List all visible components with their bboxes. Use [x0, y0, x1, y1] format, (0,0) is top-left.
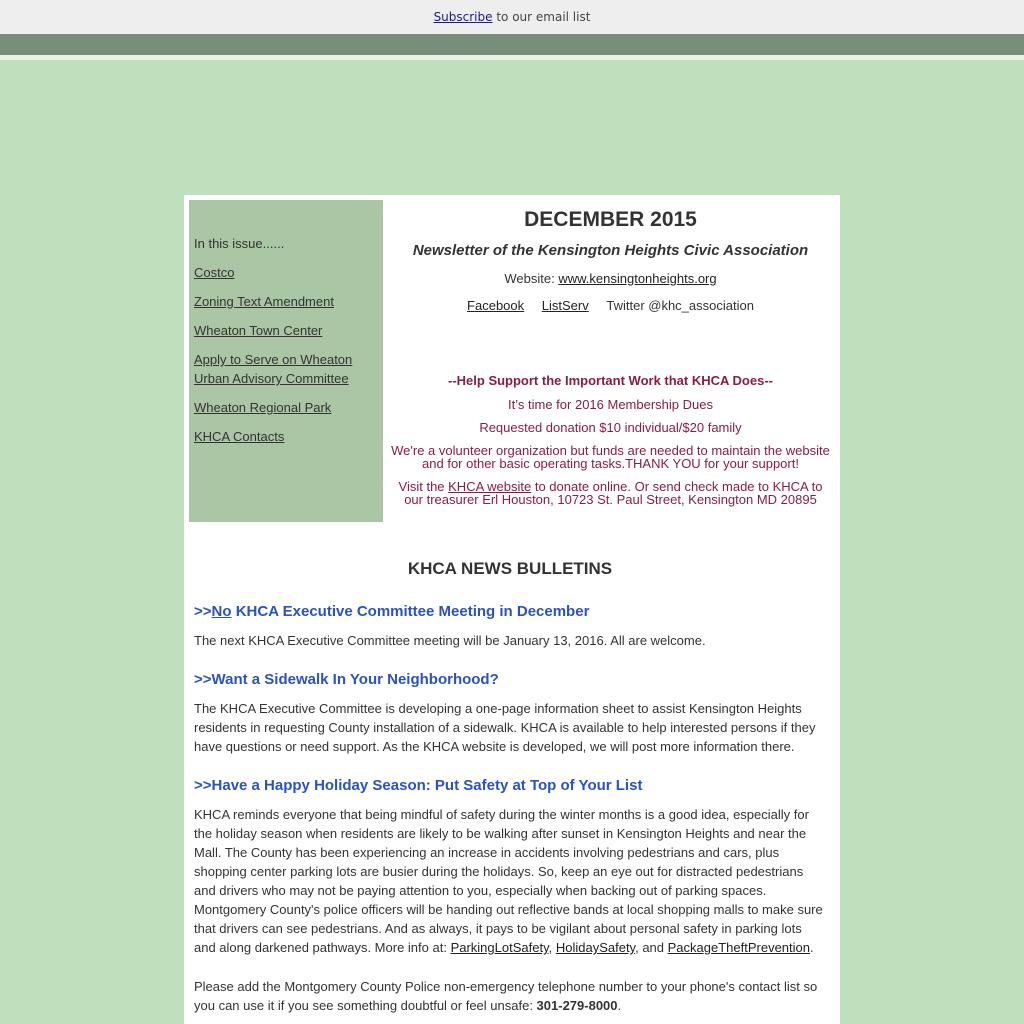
sidebar-link-costco[interactable]: Costco — [194, 265, 235, 280]
sidebar-link-zoning[interactable]: Zoning Text Amendment — [194, 294, 334, 309]
support-visit-prefix: Visit the — [398, 479, 449, 494]
sidebar-intro: In this issue...... — [194, 236, 285, 251]
package-theft-link[interactable]: PackageTheftPrevention — [667, 940, 810, 955]
support-donation-line: Requested donation $10 individual/$20 family — [479, 420, 742, 435]
bulletin-body-police — [194, 977, 826, 1015]
bulletin-no-link[interactable]: No — [211, 603, 232, 620]
support-visit-line — [388, 480, 833, 506]
news-title: KHCA NEWS BULLETINS — [407, 559, 613, 578]
support-dues-line: It’s time for 2016 Membership Dues — [508, 397, 713, 412]
bulletin-heading-text: KHCA Executive Committee Meeting in December — [231, 603, 590, 620]
holiday-text: KHCA reminds everyone that being mindful of safety during the winter months is a good idea, especially for the holiday season when residents are likely to be walking after sunset in Kensington Heights and near the Mall. The County has been experiencing an increase in accidents involving pedestrians and cars, plus shopping center parking lots are busier during the holidays. So, keep an eye out for distracted pedestrians and drivers who may not be paying attention to you, especially when backing out of parking spaces. Montgomery County's police officers will be handing out reflective bands at local shopping malls to make sure that drivers can see pedestrians. And as always, it pays to be vigilant about personal safety in parking lots and along darkened pathways. More info at: — [194, 807, 823, 955]
newsletter-card — [184, 195, 840, 1024]
header-divider — [0, 55, 1024, 60]
issue-sidebar — [189, 200, 383, 522]
issue-title: DECEMBER 2015 — [524, 208, 697, 231]
website-line — [388, 271, 833, 286]
header-band — [0, 34, 1024, 55]
bulletin-heading-meeting — [194, 602, 826, 621]
bulletin-prefix: >> — [194, 603, 212, 620]
sidebar-link-regional-park[interactable]: Wheaton Regional Park — [194, 400, 332, 415]
sidebar-link-advisory-committee[interactable]: Apply to Serve on Wheaton Urban Advisory Committee — [194, 352, 353, 386]
newsletter-header — [388, 200, 833, 313]
period: . — [810, 940, 814, 955]
parking-lot-safety-link[interactable]: ParkingLotSafety — [450, 940, 549, 955]
separator: , — [548, 940, 556, 955]
news-bulletins — [194, 559, 826, 1024]
listserv-link[interactable]: ListServ — [541, 298, 589, 313]
website-link[interactable]: www.kensingtonheights.org — [558, 271, 717, 286]
sidebar-link-wheaton-town-center[interactable]: Wheaton Town Center — [194, 323, 323, 338]
police-phone: 301-279-8000 — [536, 998, 618, 1013]
period: . — [617, 998, 622, 1013]
website-label: Website: — [504, 271, 559, 286]
subscribe-bar — [0, 0, 1024, 34]
bulletin-heading-sidewalk: >>Want a Sidewalk In Your Neighborhood? — [194, 671, 499, 688]
holiday-safety-link[interactable]: HolidaySafety — [555, 940, 636, 955]
sidebar-link-contacts[interactable]: KHCA Contacts — [194, 429, 285, 444]
subscribe-text: to our email list — [492, 10, 591, 24]
social-links — [388, 298, 833, 313]
support-volunteer-line: We're a volunteer organization but funds are needed to maintain the website and for other basic operating tasks.THANK YOU for your support! — [391, 443, 830, 471]
separator: , and — [635, 940, 668, 955]
facebook-link[interactable]: Facebook — [467, 298, 525, 313]
khca-website-link[interactable]: KHCA website — [448, 479, 532, 494]
bulletin-heading-holiday: >>Have a Happy Holiday Season: Put Safety at Top of Your List — [194, 777, 643, 794]
support-visit-suffix: to donate online. Or send check made to KHCA to our treasurer Erl Houston, 10723 St. Paul Street, Kensington MD 20895 — [404, 479, 823, 507]
twitter-handle: Twitter @khc_association — [606, 298, 754, 313]
subscribe-link[interactable]: Subscribe — [433, 10, 493, 24]
police-text: Please add the Montgomery County Police non-emergency telephone number to your phone's contact list so you can use it if you see something doubtful or feel unsafe: — [194, 979, 818, 1013]
bulletin-body-meeting: The next KHCA Executive Committee meeting will be January 13, 2016. All are welcome. — [194, 633, 706, 648]
bulletin-body-holiday — [194, 805, 826, 957]
support-section — [388, 374, 833, 516]
support-title: --Help Support the Important Work that KHCA Does-- — [448, 373, 773, 388]
bulletin-body-sidewalk: The KHCA Executive Committee is developing a one-page information sheet to assist Kensington Heights residents in requesting County installation of a sidewalk. KHCA is available to help interested persons if they have questions or need support. As the KHCA website is developed, we will post more information there. — [194, 701, 816, 754]
newsletter-subtitle: Newsletter of the Kensington Heights Civic Association — [412, 242, 809, 259]
